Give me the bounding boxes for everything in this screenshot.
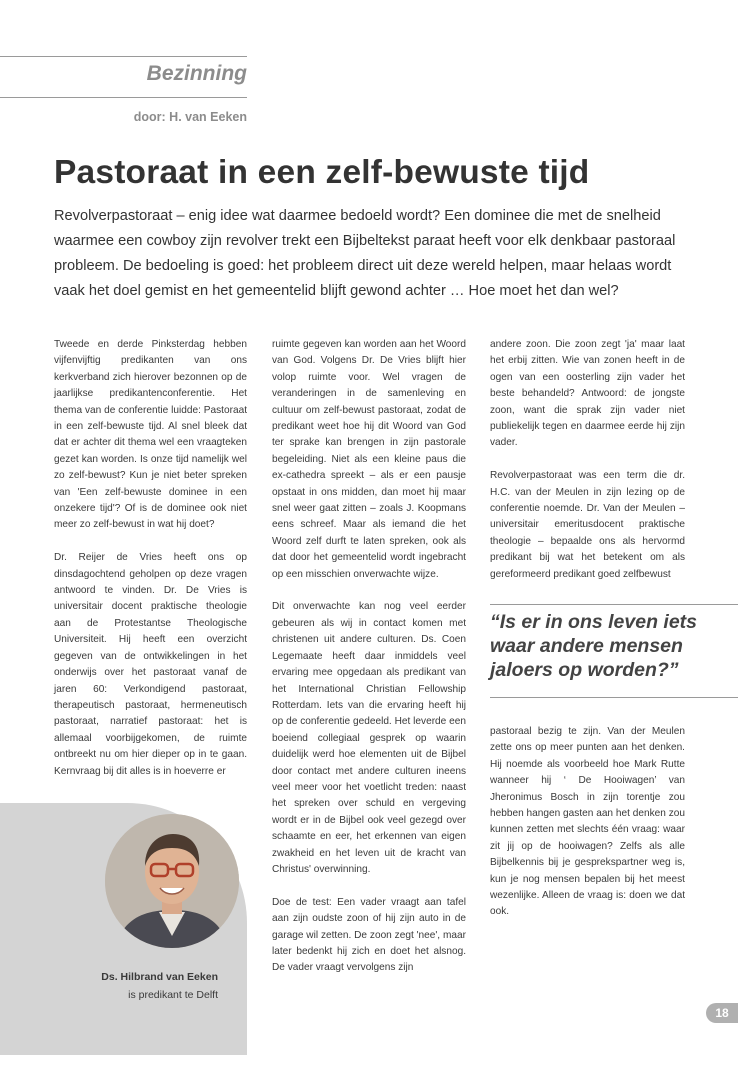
author-portrait-icon — [105, 814, 239, 948]
paragraph: andere zoon. Die zoon zegt 'ja' maar laat het erbij zitten. Wie van zonen heeft in de ogen van een oosterling zijn vader het beste behandeld? Antwoord: de jongste zoon, want die sprak zijn vader niet publiekelijk tegen en daarmee eerde hij zijn vader. — [490, 339, 685, 449]
article-intro: Revolverpastoraat – enig idee wat daarmee bedoeld wordt? Een dominee die met de snelheid waarmee een cowboy zijn revolver trekt een Bijbeltekst paraat heeft voor elk denkbaar pastoraal probleem. De bedoeling is goed: het probleem direct uit deze wereld helpen, maar helaas wordt vaak het doel gemist en het gemeentelid blijft gewond achter … Hoe moet het dan wel? — [54, 208, 676, 299]
paragraph: Dit onverwachte kan nog veel eerder gebeuren als wij in contact komen met christenen uit andere culturen. Ds. Coen Legemaate heeft daar inmiddels veel ervaring mee opgedaan als predikant van het International Christian Fellowship Rotterdam. Iets van die ervaring heeft hij op de conferentie gedeeld. Het leverde een boeiend collegiaal gesprek op waarin duidelijk werd hoe elementen uit de Bijbel door contact met andere culturen ineens veel meer voor het voetlicht treden: naast het spreken over schuld en vergeving wordt er in de Bijbel ook veel gezegd over schaamte en eer, het erkennen van eigen zwakheid en het leven uit de kracht van Christus' overwinning. — [272, 601, 466, 875]
section-label: Bezinning — [146, 62, 247, 85]
byline: door: H. van Eeken — [133, 110, 247, 124]
article-column-1 — [54, 337, 247, 796]
paragraph: ruimte gegeven kan worden aan het Woord van God. Volgens Dr. De Vries blijft hier volop ruimte voor. Wel vragen de veranderingen in de samenleving en cultuur om zelf-bewust pastoraat, zodat de predikant weet hoe hij dit Woord van God ter sprake kan brengen in zijn pastorale begeleiding. Niet als een kleine paus die ex-cathedra spreekt – als er een pausje opstaat in ons midden, dan moet hij maar snel weer gaat zitten – zoals J. Koopmans eens schreef. Maar als iemand die het Woord zelf durft te laten spreken, ook als dat door het gemeentelid wordt ingebracht op een misschien onverwachte wijze. — [272, 339, 466, 580]
author-photo — [105, 814, 239, 948]
header-rule-bottom — [0, 97, 247, 98]
article-column-3-top — [490, 337, 685, 599]
paragraph: Dr. Reijer de Vries heeft ons op dinsdagochtend geholpen op deze vragen antwoord te vinden. Dr. De Vries is universitair docent praktische theologie aan de Protestantse Theologische Universiteit. Hij heeft een overzicht gegeven van de ontwikkelingen in het onderwijs over het pastoraat vanaf de jaren 60: Verkondigend pastoraat, therapeutisch pastoraat, hermeneutisch pastoraat, narratief pastoraat: het is allemaal voorbijgekomen, de ruimte ontbreekt nu om hier dieper op in te gaan. Kernvraag bij dit alles is in hoeverre er — [54, 552, 247, 777]
article-column-3-bottom — [490, 724, 685, 937]
paragraph: Tweede en derde Pinksterdag hebben vijfenvijftig predikanten van ons kerkverband zich hierover bezonnen op de jaarlijkse predikantenconferentie. Het thema van de conferentie luidde: Pastoraat in een zelf-bewuste tijd. Al snel bleek dat dat er achter dit thema wel een vraagteken gezet kan worden. Is onze tijd namelijk wel zo zelf-bewust? Kun je niet beter spreken van 'Een zelf-bewuste dominee in een onzekere tijd'? Of is de dominee ook niet meer zo zelf-bewust in wat hij doet? — [54, 339, 247, 531]
quote-rule-bottom — [490, 697, 738, 698]
paragraph: Doe de test: Een vader vraagt aan tafel aan zijn oudste zoon of hij zijn auto in de garage wil zetten. De zoon zegt 'nee', maar later bedenkt hij zich en doet het alsnog. De vader vraagt vervolgens zijn — [272, 896, 466, 974]
author-name: Ds. Hilbrand van Eeken — [101, 971, 218, 983]
paragraph: pastoraal bezig te zijn. Van der Meulen zette ons op meer punten aan het denken. Hij noemde als voorbeeld hoe Mark Rutte wanneer hij ‘ De Hooiwagen’ van Jheronimus Bosch in zijn torentje zou hebben hangen gasten aan het denken zou kunnen zetten met slechts één vraag: waar zit jij op de hooiwagen? Zelfs als alle Bijbelkennis bij je gesprekspartner weg is, kun je nog mensen bepalen bij het meest wezenlijke. Alleen de vraag is: doen we dat ook. — [490, 726, 685, 918]
author-role: is predikant te Delft — [128, 989, 218, 1001]
quote-rule-top — [490, 604, 738, 605]
page-number: 18 — [706, 1003, 738, 1023]
article-column-2 — [272, 337, 466, 993]
header-rule-top — [0, 56, 247, 57]
article-title: Pastoraat in een zelf-bewuste tijd — [54, 154, 590, 191]
paragraph: Revolverpastoraat was een term die dr. H.C. van der Meulen in zijn lezing op de conferentie noemde. Dr. Van der Meulen – universitair emeritusdocent praktische theologie – bepaalde ons als hervormd predikant bij wat het betekent om als gereformeerd predikant goed zelfbewust — [490, 470, 685, 580]
pull-quote: “Is er in ons leven iets waar andere mensen jaloers op worden?” — [490, 611, 697, 681]
